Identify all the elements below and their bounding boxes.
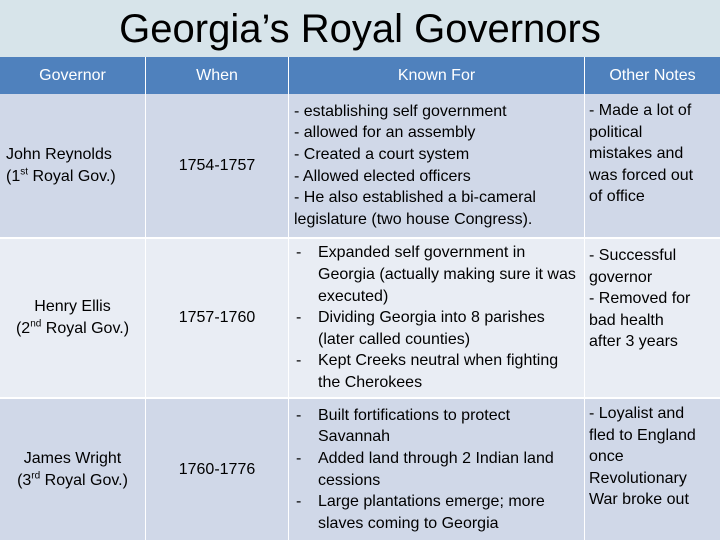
notes-cell (589, 94, 719, 243)
header-when: When (146, 57, 288, 94)
when-cell: 1760-1776 (178, 460, 256, 478)
notes-line: - Removed for (589, 290, 691, 308)
notes-line: of office (589, 188, 645, 206)
known-for-line: - He also established a bi-cameral (294, 189, 536, 207)
column-divider (584, 57, 585, 540)
known-for-item: - Added land through 2 Indian land cessions (294, 448, 578, 491)
header-governor: Governor (0, 57, 145, 94)
known-for-line: - Allowed elected officers (294, 167, 471, 185)
notes-line: - Made a lot of (589, 102, 692, 119)
notes-cell (589, 239, 719, 403)
column-divider (288, 57, 289, 540)
known-for-line: - allowed for an assembly (294, 124, 476, 142)
governor-name: John Reynolds (6, 145, 112, 163)
governor-name: James Wright (23, 449, 122, 467)
notes-line: mistakes and (589, 145, 684, 163)
notes-line: War broke out (589, 491, 689, 509)
known-for-cell (294, 239, 578, 397)
notes-line: - Loyalist and (589, 405, 685, 422)
known-for-item: - Expanded self government in Georgia (actually making sure it was executed) (294, 242, 578, 307)
governor-role: (1st Royal Gov.) (6, 166, 116, 185)
when-cell: 1757-1760 (178, 309, 256, 327)
known-for-line: - Created a court system (294, 145, 470, 163)
notes-line: - Successful (589, 247, 677, 264)
notes-line: was forced out (589, 166, 694, 184)
header-known-for: Known For (289, 57, 584, 94)
known-for-line: - establishing self government (294, 102, 507, 120)
notes-line: bad health (589, 311, 664, 329)
when-cell: 1754-1757 (178, 156, 256, 174)
notes-line: Revolutionary (589, 469, 687, 487)
governor-role: (2nd Royal Gov.) (15, 318, 130, 337)
known-for-cell (294, 399, 578, 540)
header-other-notes: Other Notes (585, 57, 720, 94)
governor-cell (6, 94, 144, 237)
page-title: Georgia’s Royal Governors (119, 7, 601, 51)
known-for-item: - Kept Creeks neutral when fighting the Cherokees (294, 350, 578, 393)
notes-line: political (589, 123, 643, 141)
known-for-item: - Large plantations emerge; more slaves coming to Georgia (294, 491, 578, 534)
known-for-cell (294, 94, 582, 237)
known-for-item: - Dividing Georgia into 8 parishes (later called counties) (294, 307, 578, 350)
governor-cell (0, 399, 145, 540)
notes-cell (589, 399, 719, 544)
notes-line: fled to England (589, 426, 696, 444)
notes-line: governor (589, 268, 653, 286)
known-for-line: legislature (two house Congress). (294, 210, 533, 228)
notes-line: after 3 years (589, 333, 678, 351)
governor-role: (3rd Royal Gov.) (17, 470, 128, 489)
known-for-item: - Built fortifications to protect Savannah (294, 405, 578, 448)
governor-cell (0, 239, 145, 397)
governor-name: Henry Ellis (34, 298, 111, 316)
notes-line: once (589, 448, 624, 466)
